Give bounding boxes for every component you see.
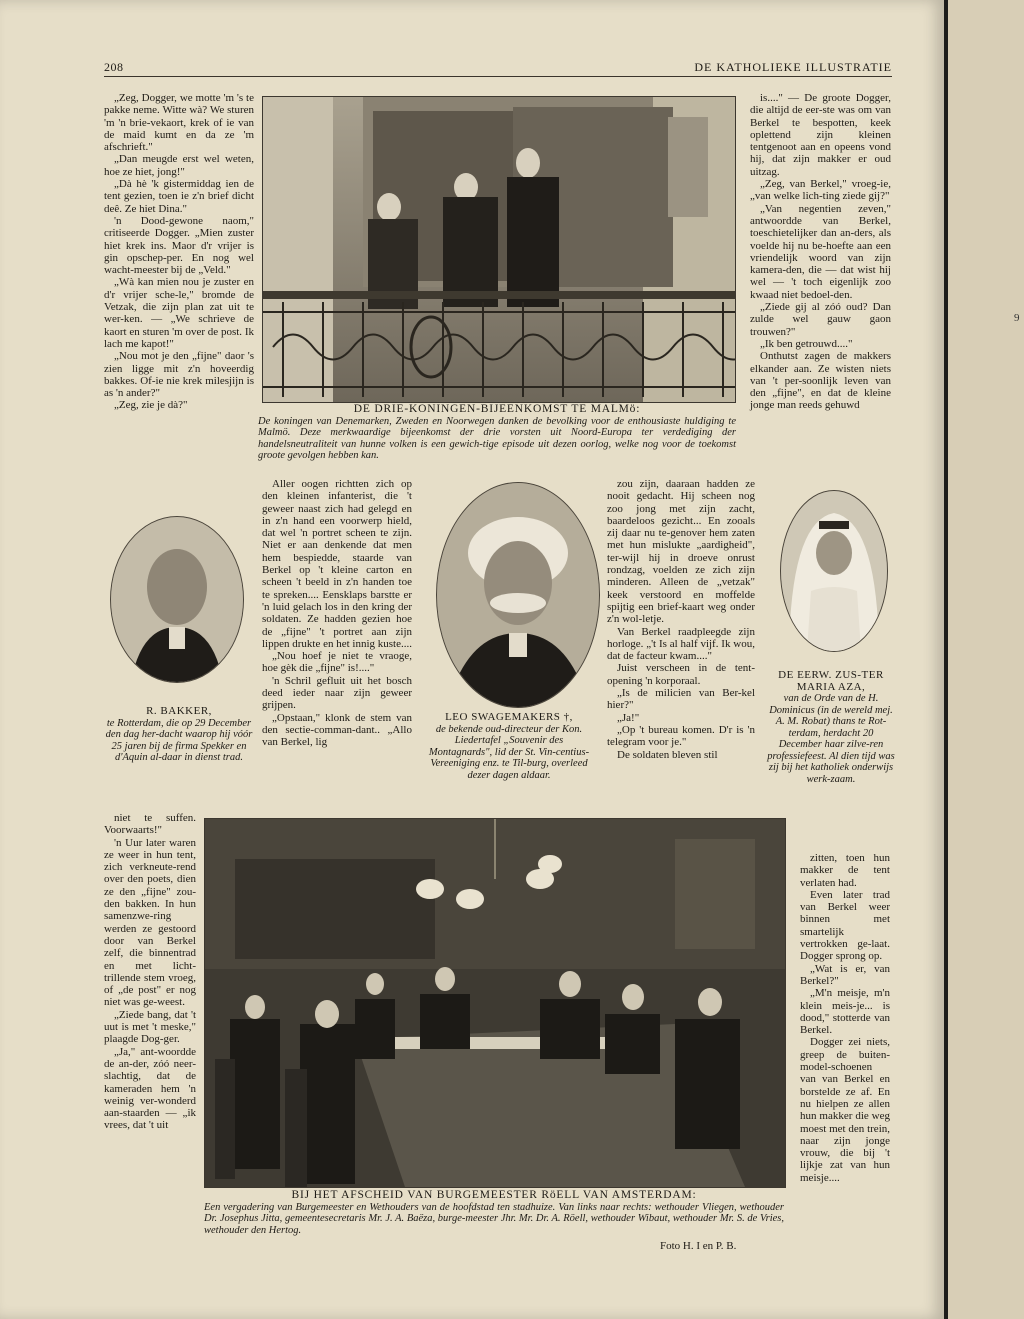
story-paragraph: Van Berkel raadpleegde zijn horloge. „'t Is al half vijf. Ik wou, dat de facteur kwam....": [607, 625, 755, 663]
story-paragraph: „Op 't bureau komen. D'r is 'n telegram voor je.": [607, 723, 755, 749]
caption-description: te Rotterdam, die op 29 December den dag her-dacht waarop hij vóór 25 jaren bij de firma Spekker en d'Aquin al-daar in dienst trad.: [105, 717, 253, 763]
story-paragraph: „Is de milicien van Ber-kel hier?": [607, 687, 755, 712]
caption-leo-swagemakers: [426, 712, 592, 781]
story-paragraph: zou zijn, daaraan hadden ze nooit gedacht. Hij scheen nog zoo jong met zijn zacht, baardeloos gezicht... En zooals zij daar nu te-genover hem zaten met hun mislukte „aardigheid", ter-wijl hij in droeve onrust rondzag, voelden ze zich zijn minderen. Alleen de „vetzak" keek verstoord en moffelde spijtig een brief-kaart weg onder z'n wol-letje.: [607, 478, 755, 626]
story-column-right-bottom: [800, 852, 890, 1184]
caption-name: R. BAKKER,: [146, 705, 212, 717]
page-number: 208: [104, 60, 124, 74]
story-paragraph: De soldaten bleven stil: [617, 748, 718, 761]
story-paragraph: Juist verscheen in de tent-opening 'n korporaal.: [607, 662, 755, 687]
story-paragraph: Dogger zei niets, greep de buiten-model-schoenen van van Berkel en borstelde ze af. En nu hielpen ze allen hun makker die weg moest met den trein, naar zijn jonge vrouw, die bij 't lijkje zat van hun meisje....: [800, 1036, 890, 1184]
story-paragraph: „Opstaan," klonk de stem van den sectie-comman-dant.. „Allo van Berkel, lig: [262, 711, 412, 749]
story-paragraph: „Van negentien zeven," antwoordde van Berkel, toeschietelijker dan an-ders, als voelde hij nu be-hoefte aan een vriendelijk woord van zijn kamera-den, die — dat wist hij wel — 't toch eigenlijk zoo kwaad niet bedoel-den.: [750, 202, 891, 301]
story-paragraph: Even later trad van Berkel weer binnen met smartelijk vertrokken ge-laat. Dogger sprong op.: [800, 888, 890, 963]
caption-name: DE EERW. ZUS-TER MARIA AZA,: [778, 669, 884, 693]
caption-description: de bekende oud-directeur der Kon. Liedertafel „Souvenir des Montagnards", lid der St. Vin-centius-Vereeniging enz. te Til-burg, overleed dezer dagen aldaar.: [428, 723, 590, 781]
caption-headline: DE DRIE-KONINGEN-BIJEENKOMST TE MALMö:: [353, 403, 641, 415]
caption-body: De koningen van Denemarken, Zweden en Noorwegen danken de bevolking voor de enthousiaste huldiging te Malmö. Deze merkwaardige bijeenkomst der drie vorsten uit Noord-Europa ter verdediging der handelsneutraliteit van hunne volken is een gewich-tige episode uit dezen oorlog, welke nog voor de toekomst groote gevolgen hebben kan.: [258, 415, 736, 462]
photo-credit: Foto H. I en P. B.: [660, 1240, 737, 1252]
story-paragraph: „Wat is er, van Berkel?": [800, 962, 890, 987]
story-paragraph: „Nou hoef je niet te vraoge, hoe gèk die „fijne" is!....": [262, 650, 412, 675]
story-paragraph: „Dà hè 'k gistermiddag ien de tent gezien, toen ie z'n brief dicht deê. Ze hiet Dina.": [104, 178, 254, 215]
story-paragraph: „Ziede gij al zóó oud? Dan zulde wel gauw gaon trouwen?": [750, 301, 891, 338]
story-paragraph: „Nou mot je den „fijne" daor 's zien ligge mit z'n hoveerdig bakkes. Of-ie nie krek milesjijn is as 'n ander?": [104, 350, 254, 400]
caption-sister-maria-aza: [766, 670, 896, 785]
story-paragraph: „Ja!": [617, 711, 640, 724]
story-paragraph: 'n Dood-gewone naom," critiseerde Dogger. „Mien zuster hiet krek ins. Maor d'r vrijer is gin opschep-per. En nog wel wacht-meester bij de „Veld.": [104, 214, 254, 277]
caption-burgomaster-meeting: [204, 1190, 784, 1236]
story-column-middle: [262, 478, 412, 749]
caption-headline: BIJ HET AFSCHEID VAN BURGEMEESTER RöELL VAN AMSTERDAM:: [291, 1189, 697, 1201]
story-column-left-top: [104, 92, 254, 412]
story-paragraph: „Zeg, Dogger, we motte 'm 's te pakke neme. Witte wà? We sturen 'm 'n brie-vekaort, krek of ie van de maid kumt en da ze 'm afschrieft.": [104, 92, 254, 154]
portrait-sister-maria-aza: [780, 490, 888, 652]
story-paragraph: is...." — De groote Dogger, die altijd de eer-ste was om van Berkel te bespotten, keek oplettend zijn kleinen tentgenoot aan en opeens vond hij, dat zijn makker er oud uitzag.: [750, 92, 891, 178]
story-paragraph: Aller oogen richtten zich op den kleinen infanterist, die 't geweer naast zich had gelegd en in z'n hand een voorwerp hield, dat wel 'n portret scheen te zijn. Niet er aan denkende dat men hem bespiedde, staarde van Berkel op 't kleine carton en scheen 't beeld in z'n handen toe te spreken.... Eensklaps barstte er 'n luid gelach los in den kring der soldaten. Ze hadden gezien hoe de „fijne" 't portret aan zijn lippen drukte en het innig kuste....: [262, 478, 412, 650]
story-paragraph: „Zeg, zie je dà?": [114, 399, 188, 412]
story-paragraph: niet te suffen. Voorwaarts!": [104, 812, 196, 837]
story-paragraph: „Ik ben getrouwd....": [760, 337, 853, 350]
story-column-center-right: [607, 478, 755, 761]
story-paragraph: „Dan meugde erst wel weten, hoe ze hiet, jong!": [104, 153, 254, 178]
story-paragraph: 'n Schril gefluit uit het bosch deed ieder naar zijn geweer grijpen.: [262, 674, 412, 712]
photo-three-kings-balcony: [262, 96, 736, 403]
adjacent-page-fragment: 9: [1014, 312, 1020, 324]
caption-r-bakker: [104, 706, 254, 764]
story-paragraph: „M'n meisje, m'n klein meis-je... is dood," stotterde van Berkel.: [800, 987, 890, 1037]
story-paragraph: „Ziede bang, dat 't uut is met 't meske," plaagde Dog-ger.: [104, 1008, 196, 1046]
portrait-r-bakker: [110, 516, 244, 683]
adjacent-page-edge: [944, 0, 1024, 1319]
story-paragraph: Onthutst zagen de makkers elkander aan. Ze wisten niets van 't per-soonlijk leven van den „fijne", en dat de kleine jonge man reeds gehuwd: [750, 350, 891, 412]
story-paragraph: „Ja," ant-woordde de an-der, zóó neer-slachtig, dat de kameraden hem 'n weinig ver-wonderd aan-staarden — „ik vrees, dat 't uit: [104, 1045, 196, 1132]
story-paragraph: zitten, toen hun makker de tent verlaten had.: [800, 852, 890, 889]
story-paragraph: „Zeg, van Berkel," vroeg-ie, „van welke lich-ting ziede gij?": [750, 178, 891, 203]
story-paragraph: „Wà kan mien nou je zuster en d'r vrijer sche-le," bromde de Vetzak, die zijn plan zat uit te wer-ken. — „We schrieve de kaort en sturen 'm over de post. Ik lach me kapot!": [104, 276, 254, 350]
portrait-leo-swagemakers: [436, 482, 600, 708]
page-header: [104, 58, 892, 77]
caption-name: LEO SWAGEMAKERS †,: [445, 711, 573, 723]
caption-three-kings: [258, 404, 736, 462]
story-column-right-top: [750, 92, 891, 412]
caption-description: van de Orde van de H. Dominicus (in de wereld mej. A. M. Robat) thans te Rot-terdam, herdacht 20 December haar zilve-ren professiefeest. Al dien tijd was zij bij het katholiek onderwijs werk-zaam.: [767, 693, 895, 785]
story-column-left-bottom: [104, 812, 196, 1132]
caption-body: Een vergadering van Burgemeester en Wethouders van de hoofdstad ten stadhuize. Van links naar rechts: wethouder Vliegen, wethouder Dr. Josephus Jitta, gemeentesecretaris Mr. J. A. Baëza, burge-meester Jhr. Mr. Dr. A. Röell, wethouder Wibaut, wethouder Mr. S. de Vries, wethouder den Hertog.: [204, 1201, 784, 1236]
story-paragraph: 'n Uur later waren ze weer in hun tent, zich verkneute-rend over den poets, dien ze den „fijne" zou-den bakken. In hun samenzwe-ring werden ze gestoord door van Berkel zelf, die binnentrad en met licht-trillende stem vroeg, of „de post" er nog niet was ge-weest.: [104, 836, 196, 1009]
photo-burgomaster-meeting: [204, 818, 786, 1188]
magazine-title: DE KATHOLIEKE ILLUSTRATIE: [694, 60, 892, 74]
